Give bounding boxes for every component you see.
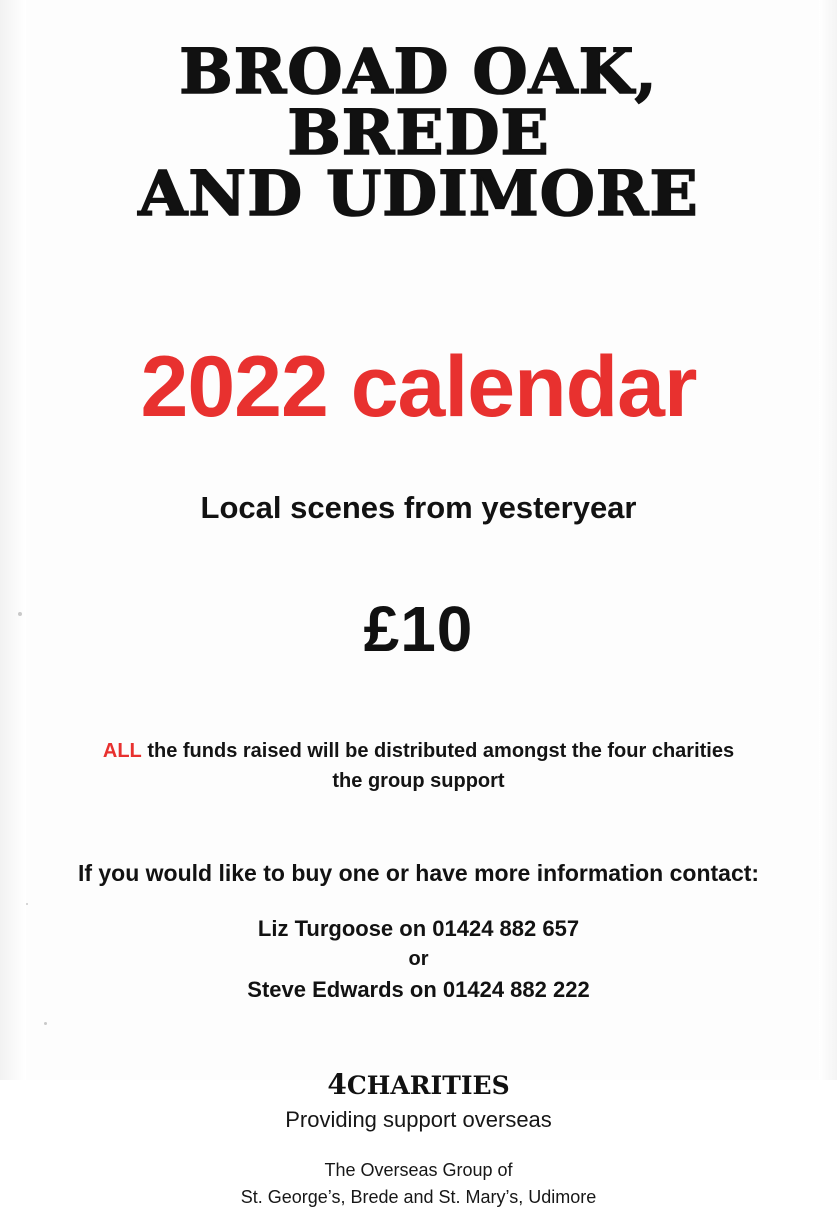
poster-price: £10 <box>363 592 474 665</box>
scan-speck <box>18 612 22 616</box>
contact-separator: or <box>408 947 429 970</box>
funds-text: the funds raised will be distributed amongst the four charities the group support <box>141 739 735 792</box>
group-attribution-line-2: St. George’s, Brede and St. Mary’s, Udimore <box>240 1186 597 1207</box>
group-attribution <box>241 1157 597 1211</box>
scan-speck <box>44 1022 47 1025</box>
poster-subtitle: Local scenes from yesteryear <box>200 489 637 525</box>
poster-title <box>43 35 795 230</box>
scan-speck <box>26 903 28 905</box>
contact-person-1: Liz Turgoose on 01424 882 657 <box>257 915 580 941</box>
scan-edge-left <box>0 0 26 1080</box>
funds-emphasis: ALL <box>102 739 142 762</box>
funds-statement <box>89 736 749 796</box>
poster-title-line-1: BROAD OAK, BREDE <box>179 35 658 169</box>
charity-logo-number: 4 <box>327 1067 347 1101</box>
group-attribution-line-1: The Overseas Group of <box>324 1159 513 1180</box>
charity-logo-word: CHARITIES <box>346 1070 510 1100</box>
contact-lead: If you would like to buy one or have more information contact: <box>77 859 760 886</box>
contact-person-2: Steve Edwards on 01424 882 222 <box>247 976 590 1002</box>
contact-list <box>247 913 589 1006</box>
charity-tagline: Providing support overseas <box>285 1106 552 1132</box>
poster-title-line-2: AND UDIMORE <box>138 156 699 230</box>
poster-footer <box>241 1068 597 1211</box>
scan-edge-right <box>819 0 837 1080</box>
charity-logo <box>241 1068 597 1101</box>
poster-headline: 2022 calendar <box>140 338 697 435</box>
